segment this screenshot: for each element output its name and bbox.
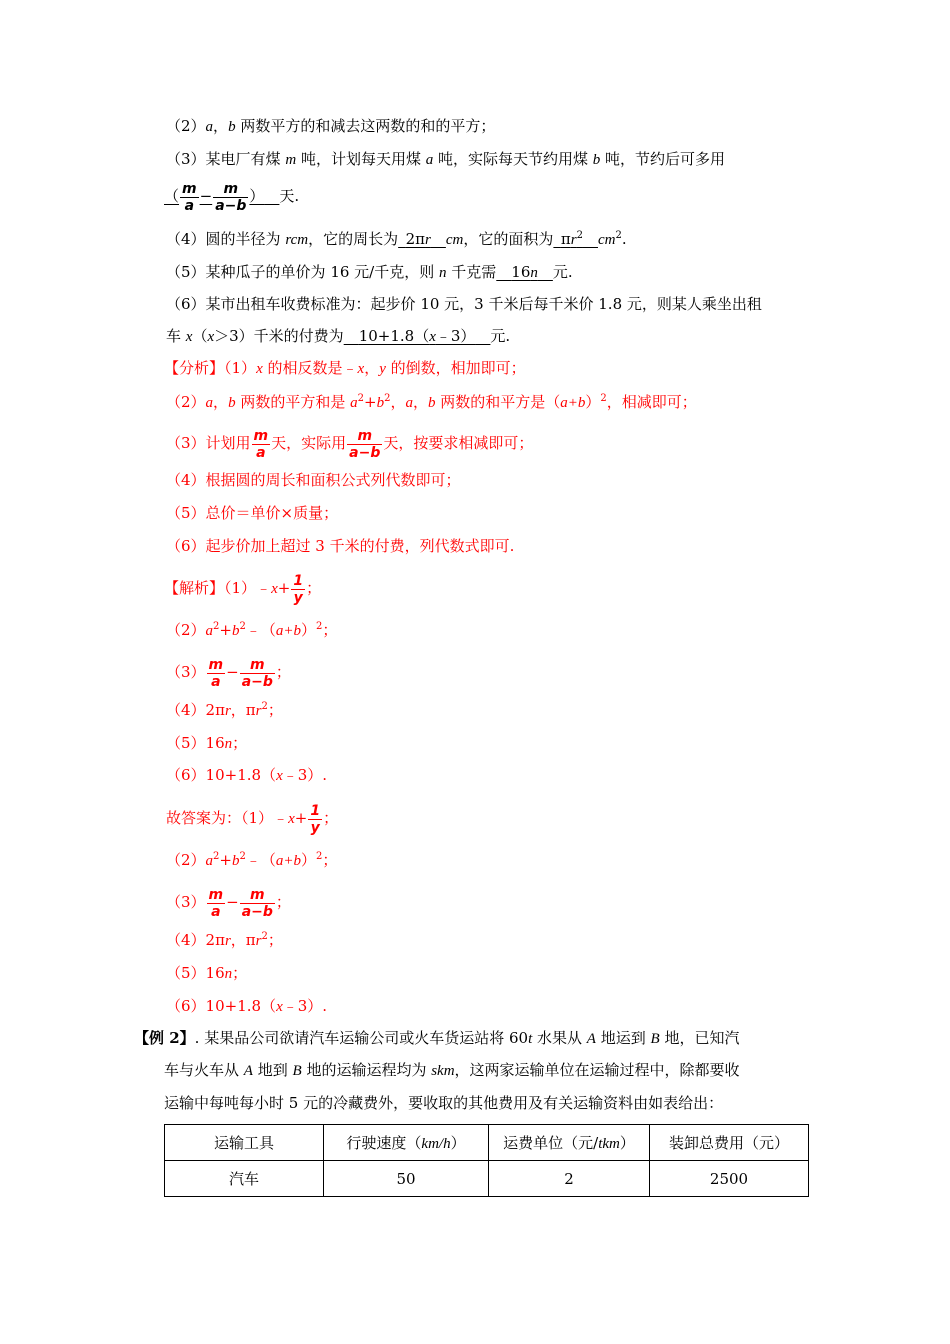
problem-q4: （4）圆的半径为 rcm，它的周长为 2πr cm，它的面积为 $\pi r^2$ $cm^2$. [166,230,627,248]
table-header-cell: 运输工具 [165,1125,324,1161]
table-cell: 汽车 [165,1161,324,1197]
problem-q6: （6）某市出租车收费标准为：起步价 10 元，3 千米后每千米价 1.8 元，则某人乘坐出租 [166,295,762,313]
problem-q6-cont: 车 x（x＞3）千米的付费为 10+1.8（x﹣3） 元. [166,327,511,345]
example2-label: 【例 2】 [134,1029,195,1047]
analysis-line-4: （4）根据圆的周长和面积公式列代数即可； [166,471,461,489]
solution-line-1: 【解析】（1）﹣x+ $\frac{1}{y}$ ； [164,572,322,606]
solution-line-5: （5）16n； [166,734,248,752]
answer-blank-q6: 10+1.8（x﹣3） [358,327,476,345]
example2-line-1: 【例 2】. 某果品公司欲请汽车运输公司或火车货运站将 60t 水果从 A 地运到 B 地，已知汽 [134,1029,740,1047]
table-cell: 50 [324,1161,489,1197]
answer-blank-q5: 16n [511,263,538,281]
table-header-cell: 装卸总费用（元） [650,1125,809,1161]
analysis-line-1: 【分析】（1）x 的相反数是﹣x，y 的倒数，相加即可； [164,359,526,377]
analysis-line-5: （5）总价＝单价×质量； [166,504,339,522]
table-header-row [165,1125,809,1161]
solution-line-4: （4）2πr，$\pi r^2$； [166,701,283,719]
problem-q3: （3）某电厂有煤 m 吨，计划每天用煤 a 吨，实际每天节约用煤 b 吨，节约后可多用 [166,150,726,168]
problem-q2: （2）a，b 两数平方的和减去这两数的和的平方； [166,117,496,135]
problem-q3-blank: （ $\frac{m}{a}$ − $\frac{m}{a-b}$ ） 天. [164,180,300,214]
final-line-3: （3） $\frac{m}{a}$ − $\frac{m}{a-b}$ ； [166,886,291,920]
analysis-heading: 【分析】 [164,359,225,377]
problem-q5: （5）某种瓜子的单价为 16 元/千克，则 n 千克需 16n 元. [166,263,573,281]
answer-blank-q4-area: $\pi r^2$ [560,230,583,248]
solution-line-2: $(2)a^2+b^2﹣(a+b)^2$； [166,621,338,639]
table-header-cell: 行驶速度（km/h） [324,1125,489,1161]
table-row [165,1161,809,1197]
analysis-line-3: （3）计划用 $\frac{m}{a}$ 天，实际用 $\frac{m}{a-b}$ 天，按要求相减即可； [166,427,534,461]
example2-line-3: 运输中每吨每小时 5 元的冷藏费外，要收取的其他费用及有关运输资料由如表给出： [164,1094,724,1112]
example2-line-2: 车与火车从 A 地到 B 地的运输运程均为 skm，这两家运输单位在运输过程中，除都要收 [164,1061,740,1079]
analysis-line-6: （6）起步价加上超过 3 千米的付费，列代数式即可. [166,537,515,555]
final-answer-heading: 故答案为： [166,809,242,827]
transport-table [164,1124,809,1197]
table-cell: 2 [489,1161,650,1197]
solution-line-3: （3） $\frac{m}{a}$ − $\frac{m}{a-b}$ ； [166,656,291,690]
final-line-6: （6）10+1.8（x﹣3）. [166,997,328,1015]
final-line-5: （5）16n； [166,964,248,982]
table-header-cell: 运费单位（元/tkm） [489,1125,650,1161]
analysis-line-2: （2）a，b 两数的平方和是 $a^2+b^2$，a，b 两数的和平方是$(a+b)^2$，相减即可； [166,393,697,411]
solution-line-6: （6）10+1.8（x﹣3）. [166,766,328,784]
solution-heading: 【解析】 [164,579,225,597]
answer-blank-q3: （ $\frac{m}{a}$ − $\frac{m}{a-b}$ ） [164,180,265,214]
final-line-1: 故答案为：（1）﹣x+ $\frac{1}{y}$ ； [166,802,339,836]
final-line-4: （4）2πr，$\pi r^2$； [166,931,283,949]
answer-blank-q4-perimeter: 2πr [405,230,431,248]
final-line-2: $(2)a^2+b^2﹣(a+b)^2$； [166,851,338,869]
table-cell: 2500 [650,1161,809,1197]
